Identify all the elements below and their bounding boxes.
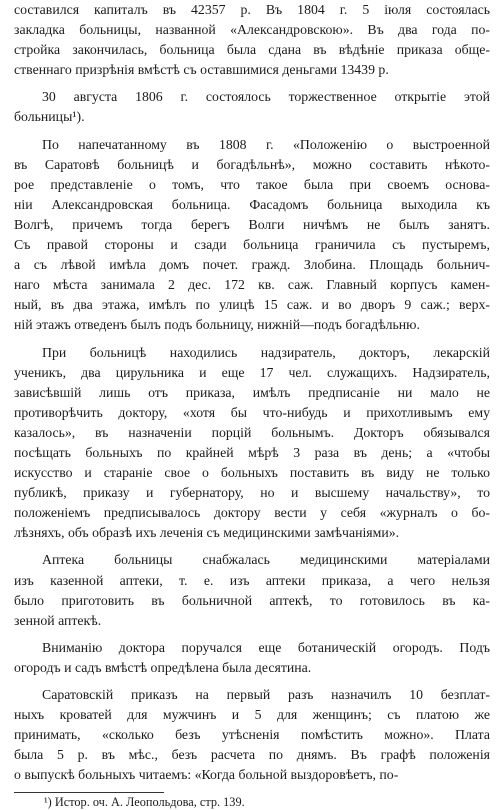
paragraph [14,550,490,630]
text-line: Вниманію доктора поручался еще ботаническій огородъ. Подъ [42,639,490,655]
paragraph [14,638,490,678]
text-line: казалось», въ назначеніи порцій больнымъ. Докторъ обязывался [14,424,490,440]
text-line: зенной аптекѣ. [14,612,102,628]
text-line: ній этажъ отведенъ былъ подъ больницу, нижній—подъ богадѣльню. [14,317,420,333]
text-line: ныхъ кроватей для мужчинъ и 5 для женщинъ; съ платою же [14,707,490,723]
text-line: ученикъ, два цирульника и еще 17 чел. служащихъ. Надзиратель, [14,364,490,380]
text-line: ніи Александровская больница. Фасадомъ больница выходила къ [14,196,490,212]
footnote: ¹) Истор. оч. А. Леопольдова, стр. 139. [44,795,245,810]
text-line: больницы¹). [14,109,85,125]
text-line: о выпускѣ больныхъ читаемъ: «Когда больной выздоровѣетъ, по- [14,767,399,783]
text-line: изъ казенной аптеки, т. е. изъ аптеки приказа, а чего нельзя [14,572,490,588]
text-line: положеніемъ предписывалось доктору вести у себя «журналъ о бо- [14,505,490,521]
text-line: принимать, «сколько безъ утѣсненія помѣстить можно». Плата [14,727,490,743]
text-line: посѣщать больныхъ по крайней мѣрѣ 3 раза въ день; а «чтобы [14,444,490,460]
text-line: рое представленіе о томъ, что такое была при своемъ основа- [14,176,490,192]
text-line: ный, въ два этажа, имѣлъ по улицѣ 15 саж. и во дворъ 9 саж.; верх- [14,297,490,313]
paragraph [14,685,490,785]
text-line: лѣзняхъ, объ образѣ ихъ леченія съ медицинскими замѣчаніями». [14,525,400,541]
text-line: закладка больницы, названной «Александровскою». Въ два года по- [14,22,490,38]
footnote-rule [14,792,164,793]
paragraph [14,135,490,336]
text-line: искусство и стараніе свое о больныхъ поставить въ виду не только [14,465,490,481]
text-line: зависѣвшій лишь отъ приказа, имѣлъ предписаніе ни мало не [14,384,490,400]
text-line: противорѣчить доктору, «хотя бы что-нибудь и прихотливымъ ему [14,404,490,420]
paragraph [14,0,490,80]
text-line: Волгѣ, причемъ тогда берегъ Волги ничѣмъ не былъ занятъ. [14,216,490,232]
text-line: ственнаго призрѣнія вмѣстѣ съ оставшимися деньгами 13439 р. [14,62,389,78]
text-line: въ Саратовѣ больницѣ и богадѣльнѣ», можно составить нѣкото- [14,156,490,172]
text-line: Съ правой стороны и сзади больница граничила съ пустыремъ, [14,237,490,253]
text-line: При больницѣ находились надзиратель, докторъ, лекарскій [42,344,490,360]
text-line: было приготовить въ больничной аптекѣ, то готовилось въ ка- [14,592,490,608]
text-line: 30 августа 1806 г. состоялось торжественное открытіе этой [42,89,490,105]
text-line: наго мѣста занимала 2 дес. 172 кв. саж. Главный корпусъ камен- [14,277,490,293]
text-body [14,0,490,785]
text-line: а съ лѣвой имѣла домъ почет. гражд. Злобина. Площадь больнич- [14,257,490,273]
text-line: Саратовскій приказъ на первый разъ назначилъ 10 безплат- [42,687,490,702]
paragraph [14,343,490,544]
text-line: составился капиталъ въ 42357 р. Въ 1804 г. 5 іюля состоялась [14,2,490,17]
paragraph [14,87,490,127]
text-line: огородъ и садъ вмѣстѣ опредѣлена была десятина. [14,659,312,675]
text-line: была 5 р. въ мѣс., безъ расчета по днямъ. Въ графѣ положенія [14,747,490,763]
text-line: По напечатанному въ 1808 г. «Положенію о выстроенной [42,136,490,152]
text-line: публикѣ, приказу и губернатору, но и высшему начальству», то [14,485,490,501]
text-line: стройка закончилась, больница была сдана въ вѣдѣніе приказа обще- [14,42,490,58]
text-line: Аптека больницы снабжалась медицинскими матеріалами [42,552,490,568]
